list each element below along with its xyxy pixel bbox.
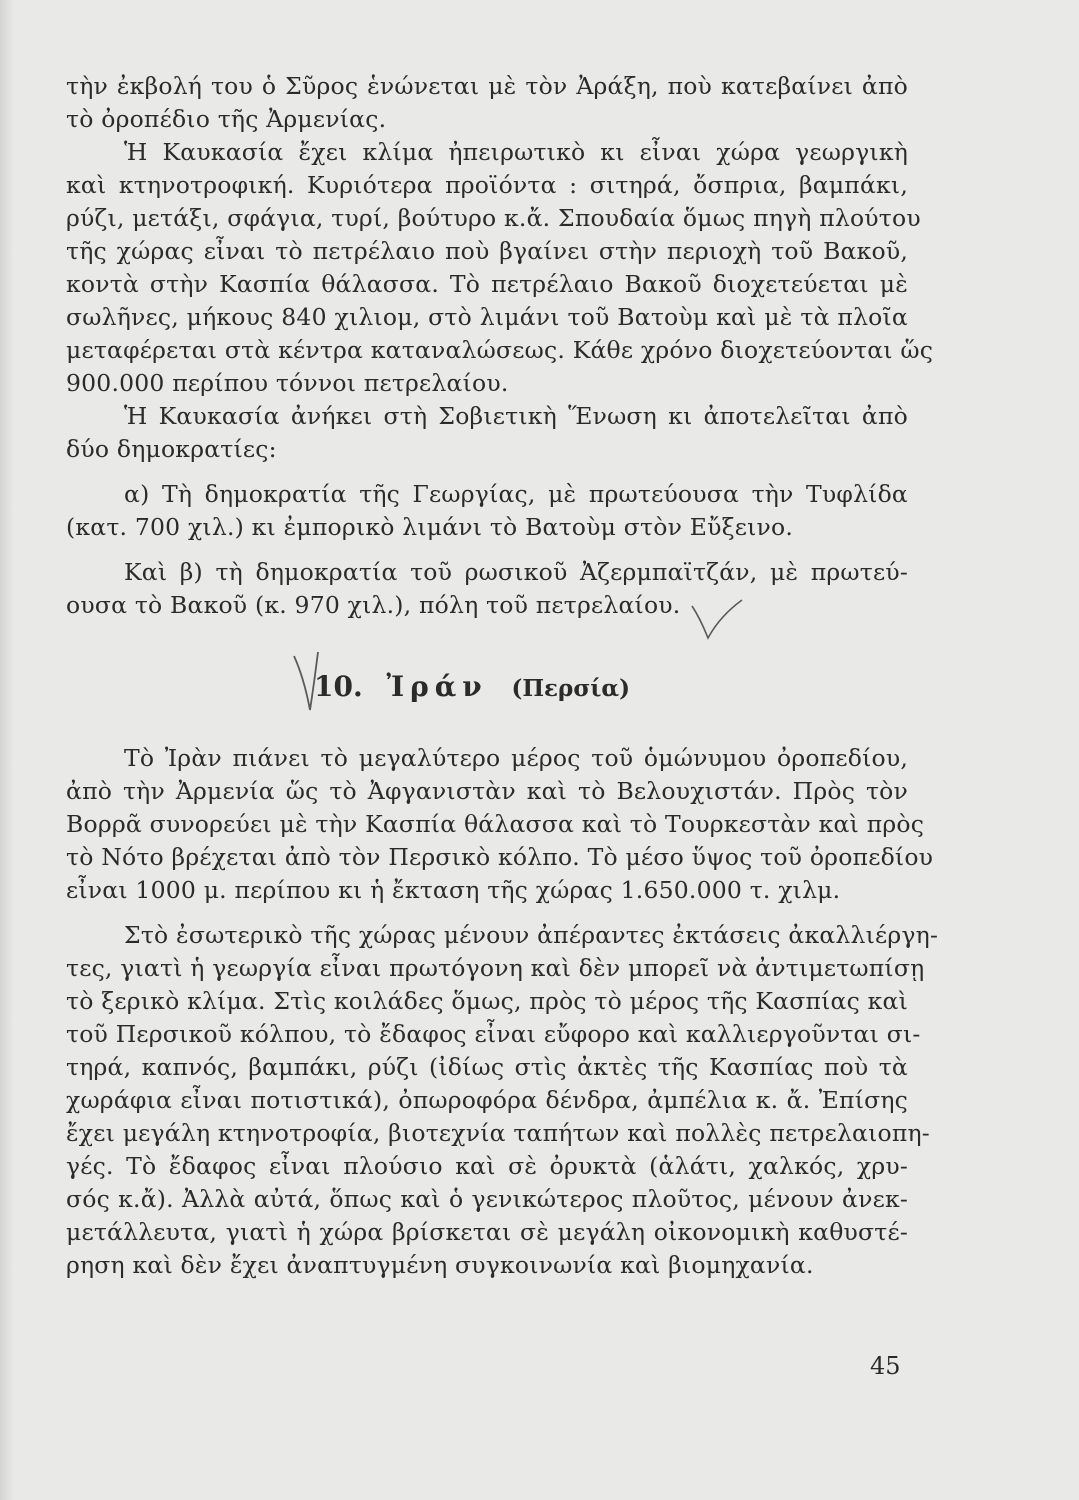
text-line: ουσα τὸ Βακοῦ (κ. 970 χιλ.), πόλη τοῦ πετρελαίου. <box>66 591 681 619</box>
pencil-check-mark-icon <box>292 648 332 718</box>
text-line: μετάλλευτα, γιατὶ ἡ χώρα βρίσκεται σὲ μεγάλη οἰκονομικὴ καθυστέ- <box>66 1218 908 1246</box>
text-line: χωράφια εἶναι ποτιστικά), ὀπωροφόρα δένδρα, ἀμπέλια κ. ἄ. Ἐπίσης <box>66 1086 908 1114</box>
page-body <box>66 70 939 1282</box>
text-line: μεταφέρεται στὰ κέντρα καταναλώσεως. Κάθε χρόνο διοχετεύονται ὥς <box>66 336 934 364</box>
text-line: α) Τὴ δημοκρατία τῆς Γεωργίας, μὲ πρωτεύουσα τὴν Τυφλίδα <box>124 480 908 508</box>
text-line: Τὸ Ἰρὰν πιάνει τὸ μεγαλύτερο μέρος τοῦ ὁμώνυμου ὀροπεδίου, <box>124 744 908 772</box>
paragraph <box>66 136 934 400</box>
text-line: τὸ ξερικὸ κλίμα. Στὶς κοιλάδες ὅμως, πρὸς τὸ μέρος τῆς Κασπίας καὶ <box>66 987 908 1015</box>
text-line: ρηση καὶ δὲν ἔχει ἀναπτυγμένη συγκοινωνία καὶ βιομηχανία. <box>66 1251 814 1279</box>
text-line: σωλῆνες, μήκους 840 χιλιομ, στὸ λιμάνι τοῦ Βατοὺμ καὶ μὲ τὰ πλοῖα <box>66 303 908 331</box>
text-line: δύο δημοκρατίες: <box>66 435 277 463</box>
paragraph <box>66 70 908 136</box>
paragraph <box>66 478 908 544</box>
text-line: καὶ κτηνοτροφική. Κυριότερα προϊόντα : σιτηρά, ὄσπρια, βαμπάκι, <box>66 171 908 199</box>
page-left-edge-shadow <box>0 0 14 1500</box>
section-subtitle: (Περσία) <box>511 675 630 702</box>
text-line: 900.000 περίπου τόννοι πετρελαίου. <box>66 369 509 397</box>
text-line: Καὶ β) τὴ δημοκρατία τοῦ ρωσικοῦ Ἀζερμπαϊτζάν, μὲ πρωτεύ- <box>124 558 908 586</box>
pencil-check-mark-icon <box>686 598 746 644</box>
section-heading <box>66 662 908 712</box>
page-number: 45 <box>870 1352 901 1380</box>
text-line: ἔχει μεγάλη κτηνοτροφία, βιοτεχνία ταπήτων καὶ πολλὲς πετρελαιοπη- <box>66 1119 930 1147</box>
section-number: 10. <box>314 670 363 703</box>
text-line: ἀπὸ τὴν Ἀρμενία ὥς τὸ Ἀφγανιστὰν καὶ τὸ Βελουχιστάν. Πρὸς τὸν <box>66 777 908 805</box>
paragraph <box>66 556 908 622</box>
text-line: Ἡ Καυκασία ἀνήκει στὴ Σοβιετικὴ Ἕνωση κι ἀποτελεῖται ἀπὸ <box>124 402 908 430</box>
paragraph <box>66 400 908 466</box>
text-line: τὸ ὀροπέδιο τῆς Ἀρμενίας. <box>66 105 387 133</box>
text-line: τὴν ἐκβολή του ὁ Σῦρος ἑνώνεται μὲ τὸν Ἀράξη, ποὺ κατεβαίνει ἀπὸ <box>66 72 908 100</box>
text-line: (κατ. 700 χιλ.) κι ἐμπορικὸ λιμάνι τὸ Βατοὺμ στὸν Εὔξεινο. <box>66 513 794 541</box>
text-line: Στὸ ἐσωτερικὸ τῆς χώρας μένουν ἀπέραντες ἐκτάσεις ἀκαλλιέργη- <box>124 921 939 949</box>
text-line: Βορρᾶ συνορεύει μὲ τὴν Κασπία θάλασσα καὶ τὸ Τουρκεστὰν καὶ πρὸς <box>66 810 925 838</box>
paragraph <box>66 919 939 1282</box>
text-line: τηρά, καπνός, βαμπάκι, ρύζι (ἰδίως στὶς ἀκτὲς τῆς Κασπίας ποὺ τὰ <box>66 1053 908 1081</box>
text-line: σός κ.ἄ). Ἀλλὰ αὐτά, ὅπως καὶ ὁ γενικώτερος πλοῦτος, μένουν ἀνεκ- <box>66 1185 908 1213</box>
paragraph <box>66 742 934 907</box>
text-line: Ἡ Καυκασία ἔχει κλίμα ἠπειρωτικὸ κι εἶναι χώρα γεωργικὴ <box>124 138 908 166</box>
text-line: γές. Τὸ ἔδαφος εἶναι πλούσιο καὶ σὲ ὀρυκτὰ (ἁλάτι, χαλκός, χρυ- <box>66 1152 908 1180</box>
text-line: εἶναι 1000 μ. περίπου κι ἡ ἔκταση τῆς χώρας 1.650.000 τ. χιλμ. <box>66 876 841 904</box>
text-line: τὸ Νότο βρέχεται ἀπὸ τὸν Περσικὸ κόλπο. Τὸ μέσο ὕψος τοῦ ὀροπεδίου <box>66 843 934 871</box>
section-name: Ἰράν <box>386 670 488 703</box>
text-line: τοῦ Περσικοῦ κόλπου, τὸ ἔδαφος εἶναι εὔφορο καὶ καλλιεργοῦνται σι- <box>66 1020 921 1048</box>
text-line: τῆς χώρας εἶναι τὸ πετρέλαιο ποὺ βγαίνει στὴν περιοχὴ τοῦ Βακοῦ, <box>66 237 908 265</box>
text-line: τες, γιατὶ ἡ γεωργία εἶναι πρωτόγονη καὶ δὲν μπορεῖ νὰ ἀντιμετωπίσῃ <box>66 954 925 982</box>
text-line: ρύζι, μετάξι, σφάγια, τυρί, βούτυρο κ.ἄ. Σπουδαία ὅμως πηγὴ πλούτου <box>66 204 921 232</box>
text-line: κοντὰ στὴν Κασπία θάλασσα. Τὸ πετρέλαιο Βακοῦ διοχετεύεται μὲ <box>66 270 908 298</box>
